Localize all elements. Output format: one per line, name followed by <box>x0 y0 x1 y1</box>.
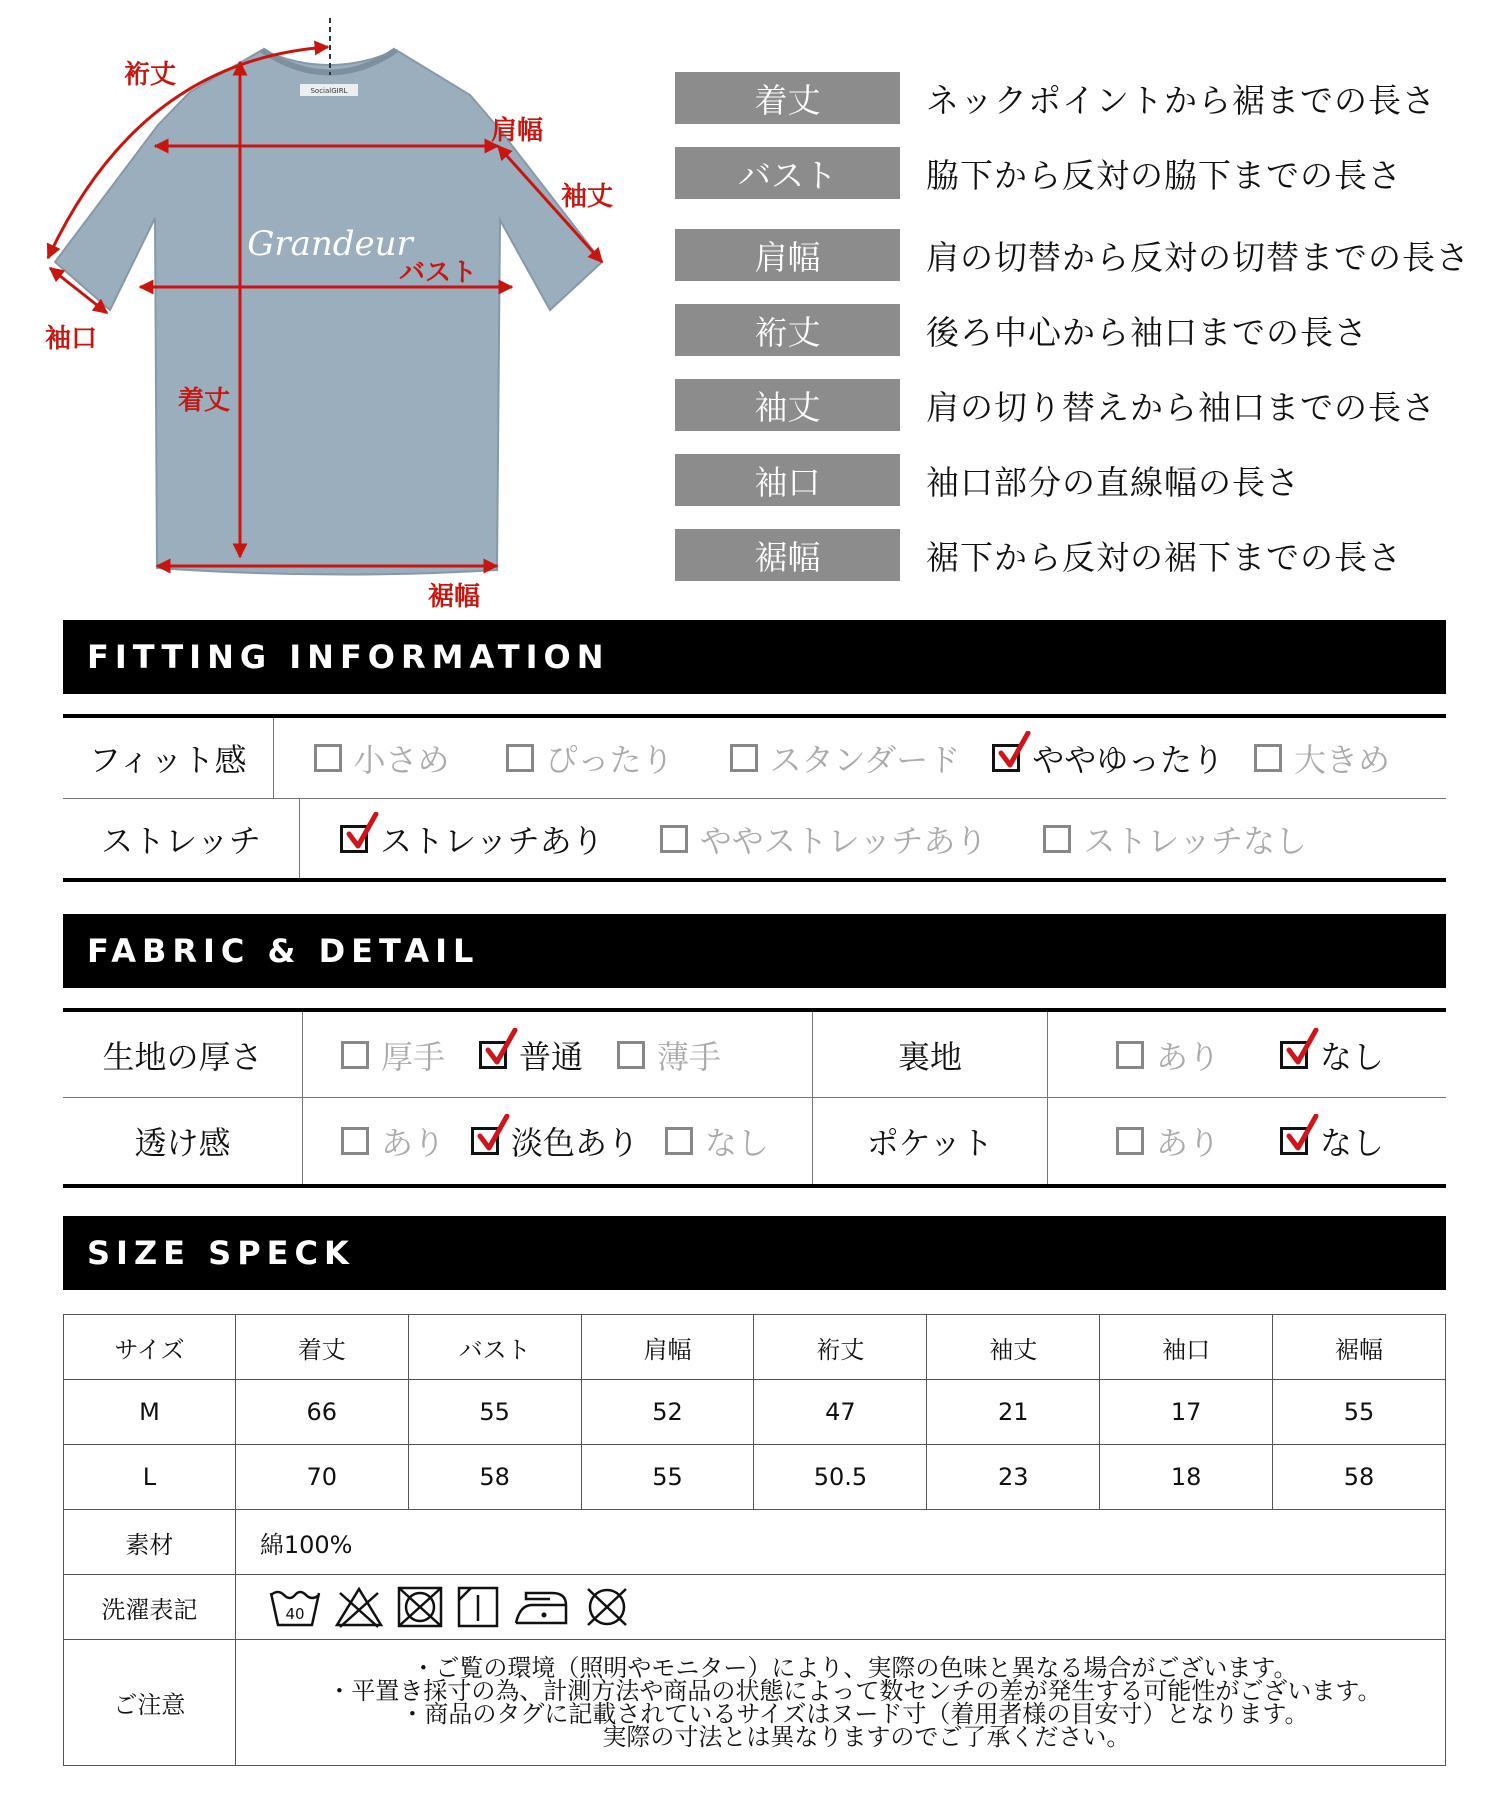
checkmark-icon <box>484 1028 518 1068</box>
shirt-print-text: Grandeur <box>247 224 413 264</box>
size-cell: 58 <box>1273 1445 1446 1510</box>
legend-desc: 脇下から反対の脇下までの長さ <box>926 155 1402 195</box>
notes-label: ご注意 <box>64 1640 236 1766</box>
checkbox[interactable] <box>506 744 534 772</box>
tshirt-illustration <box>0 0 660 610</box>
fit-option[interactable] <box>314 735 450 781</box>
option-label: 薄手 <box>657 1037 722 1076</box>
size-cell: 18 <box>1100 1445 1273 1510</box>
stretch-label: ストレッチ <box>63 799 300 878</box>
legend-term: バスト <box>675 147 900 199</box>
no-tumble-dry-icon <box>396 1585 444 1629</box>
pocket-option[interactable] <box>1280 1118 1384 1164</box>
fabric-table <box>63 1008 1446 1188</box>
size-header-cell: バスト <box>408 1315 581 1380</box>
iron-low-icon <box>512 1585 570 1629</box>
notes-row <box>64 1640 1446 1766</box>
checkbox[interactable] <box>1043 825 1071 853</box>
legend-row <box>675 147 1402 199</box>
size-header-cell: サイズ <box>64 1315 236 1380</box>
sheer-options <box>303 1098 813 1184</box>
no-bleach-icon <box>334 1585 384 1629</box>
legend-row <box>675 454 1300 506</box>
lining-label: 裏地 <box>813 1012 1048 1098</box>
label-sodetake: 袖丈 <box>561 182 614 212</box>
size-header-cell: 袖丈 <box>927 1315 1100 1380</box>
checkbox[interactable] <box>341 1127 369 1155</box>
size-header-cell: 裄丈 <box>754 1315 927 1380</box>
legend-row <box>675 304 1368 356</box>
section-header-fabric: FABRIC & DETAIL <box>63 914 1446 988</box>
legend-term: 袖丈 <box>675 379 900 431</box>
size-cell: 55 <box>581 1445 754 1510</box>
thickness-option[interactable] <box>617 1032 721 1078</box>
option-label: ややゆったり <box>1032 741 1224 779</box>
label-susohaba: 裾幅 <box>428 582 481 612</box>
checkbox[interactable] <box>340 825 368 853</box>
lining-option[interactable] <box>1116 1032 1220 1078</box>
fit-label: フィット感 <box>63 718 274 798</box>
size-cell: 66 <box>235 1380 408 1445</box>
label-sodeguchi: 袖口 <box>45 324 98 354</box>
care-row <box>64 1575 1446 1640</box>
legend-term: 裄丈 <box>675 304 900 356</box>
legend-desc: ネックポイントから裾までの長さ <box>926 80 1436 120</box>
tshirt-measurement-diagram <box>0 0 660 610</box>
checkbox[interactable] <box>730 744 758 772</box>
label-kitake: 着丈 <box>178 386 231 416</box>
label-katahaba: 肩幅 <box>491 116 544 146</box>
option-label: あり <box>1156 1037 1221 1076</box>
care-icons <box>235 1575 1445 1640</box>
pocket-options <box>1048 1098 1446 1184</box>
legend-desc: 袖口部分の直線幅の長さ <box>926 462 1300 502</box>
wash-40-icon <box>268 1585 322 1629</box>
sheer-option[interactable] <box>471 1118 639 1164</box>
legend-desc: 肩の切替から反対の切替までの長さ <box>926 237 1470 277</box>
size-cell: 55 <box>1273 1380 1446 1445</box>
checkmark-icon <box>476 1114 510 1154</box>
legend-term: 着丈 <box>675 72 900 124</box>
note-line: ・ご覧の環境（照明やモニター）により、実際の色味と異なる場合がございます。 <box>411 1653 1298 1682</box>
label-bust: バスト <box>399 258 478 288</box>
lining-options <box>1048 1012 1446 1098</box>
stretch-option[interactable] <box>1043 816 1307 862</box>
thickness-options <box>303 1012 813 1098</box>
size-cell: 17 <box>1100 1380 1273 1445</box>
checkmark-icon <box>345 812 379 852</box>
checkmark-icon <box>1285 1028 1319 1068</box>
checkbox[interactable] <box>471 1127 499 1155</box>
material-value: 綿100% <box>235 1510 1445 1575</box>
option-label: あり <box>1156 1124 1221 1162</box>
svg-text:SocialGIRL: SocialGIRL <box>310 87 348 95</box>
sheer-option[interactable] <box>341 1118 445 1164</box>
checkmark-icon <box>1285 1114 1319 1154</box>
size-cell: M <box>64 1380 236 1445</box>
note-line: 実際の寸法とは異なりますのでご了承ください。 <box>578 1722 1131 1751</box>
legend-row <box>675 529 1402 581</box>
checkbox[interactable] <box>1280 1127 1308 1155</box>
care-label: 洗濯表記 <box>64 1575 236 1640</box>
sheer-label: 透け感 <box>63 1098 303 1184</box>
legend-row <box>675 379 1436 431</box>
stretch-row <box>63 798 1446 878</box>
option-label: 厚手 <box>381 1037 446 1076</box>
checkmark-icon <box>997 731 1031 771</box>
size-header-cell: 裾幅 <box>1273 1315 1446 1380</box>
section-header-fitting: FITTING INFORMATION <box>63 620 1446 694</box>
size-header-cell: 袖口 <box>1100 1315 1273 1380</box>
pocket-label: ポケット <box>813 1098 1048 1184</box>
note-line: ・商品のタグに記載されているサイズはヌード寸（着用者様の目安寸）となります。 <box>400 1699 1309 1728</box>
option-label: ストレッチあり <box>380 821 604 860</box>
fit-row <box>63 718 1446 798</box>
checkbox[interactable] <box>665 1127 693 1155</box>
size-cell: 58 <box>408 1445 581 1510</box>
lining-option[interactable] <box>1280 1032 1384 1078</box>
option-label: ややストレッチあり <box>699 821 988 860</box>
option-label: あり <box>381 1124 446 1162</box>
size-cell: 55 <box>408 1380 581 1445</box>
checkbox[interactable] <box>660 825 688 853</box>
thickness-option[interactable] <box>341 1032 445 1078</box>
option-label: 大きめ <box>1293 741 1390 779</box>
option-label: ストレッチなし <box>1083 821 1308 860</box>
checkbox[interactable] <box>314 744 342 772</box>
option-label: スタンダード <box>769 741 961 779</box>
option-label: 小さめ <box>353 741 450 779</box>
fit-option[interactable] <box>506 735 674 781</box>
checkbox[interactable] <box>992 744 1020 772</box>
size-header-cell: 着丈 <box>235 1315 408 1380</box>
label-yuki: 裄丈 <box>124 60 177 90</box>
size-spec-table <box>63 1314 1446 1766</box>
option-label: なし <box>1320 1037 1385 1076</box>
option-label: ぴったり <box>545 741 674 779</box>
legend-desc: 後ろ中心から袖口までの長さ <box>926 312 1368 352</box>
legend-term: 裾幅 <box>675 529 900 581</box>
size-header-cell: 肩幅 <box>581 1315 754 1380</box>
material-row <box>64 1510 1446 1575</box>
fit-options <box>274 718 1446 798</box>
checkbox[interactable] <box>617 1041 645 1069</box>
legend-desc: 肩の切り替えから袖口までの長さ <box>926 387 1436 427</box>
size-cell: 47 <box>754 1380 927 1445</box>
checkbox[interactable] <box>341 1041 369 1069</box>
stretch-options <box>300 799 1363 878</box>
size-row-l <box>64 1445 1446 1510</box>
size-cell: 21 <box>927 1380 1100 1445</box>
legend-term: 肩幅 <box>675 229 900 281</box>
checkbox[interactable] <box>1116 1041 1144 1069</box>
option-label: なし <box>705 1124 770 1162</box>
size-cell: 23 <box>927 1445 1100 1510</box>
legend-row <box>675 229 1470 281</box>
legend-desc: 裾下から反対の裾下までの長さ <box>926 537 1402 577</box>
notes-text <box>235 1640 1445 1766</box>
drip-dry-shade-icon <box>456 1585 500 1629</box>
option-label: 普通 <box>519 1037 584 1076</box>
material-label: 素材 <box>64 1510 236 1575</box>
sheer-option[interactable] <box>665 1118 769 1164</box>
pocket-option[interactable] <box>1116 1118 1220 1164</box>
thickness-option[interactable] <box>479 1032 583 1078</box>
stretch-option[interactable] <box>660 816 988 862</box>
size-header-row <box>64 1315 1446 1380</box>
stretch-option[interactable] <box>340 816 604 862</box>
fit-option[interactable] <box>1254 735 1390 781</box>
size-cell: 52 <box>581 1380 754 1445</box>
option-label: 淡色あり <box>511 1124 640 1162</box>
legend-term: 袖口 <box>675 454 900 506</box>
checkbox[interactable] <box>1280 1041 1308 1069</box>
thickness-label: 生地の厚さ <box>63 1012 303 1098</box>
wash-temp-text: 40 <box>285 1605 305 1623</box>
fit-option[interactable] <box>730 735 961 781</box>
no-dry-clean-icon <box>582 1585 632 1629</box>
checkbox[interactable] <box>1254 744 1282 772</box>
size-cell: 50.5 <box>754 1445 927 1510</box>
size-cell: 70 <box>235 1445 408 1510</box>
note-line: ・平置き採寸の為、計測方法や商品の状態によって数センチの差が発生する可能性がございます。 <box>327 1676 1382 1705</box>
checkbox[interactable] <box>479 1041 507 1069</box>
fitting-table <box>63 714 1446 882</box>
size-cell: L <box>64 1445 236 1510</box>
section-header-size: SIZE SPECK <box>63 1216 1446 1290</box>
legend-row <box>675 72 1436 124</box>
size-row-m <box>64 1380 1446 1445</box>
checkbox[interactable] <box>1116 1127 1144 1155</box>
option-label: なし <box>1320 1124 1385 1162</box>
fit-option[interactable] <box>992 735 1224 781</box>
